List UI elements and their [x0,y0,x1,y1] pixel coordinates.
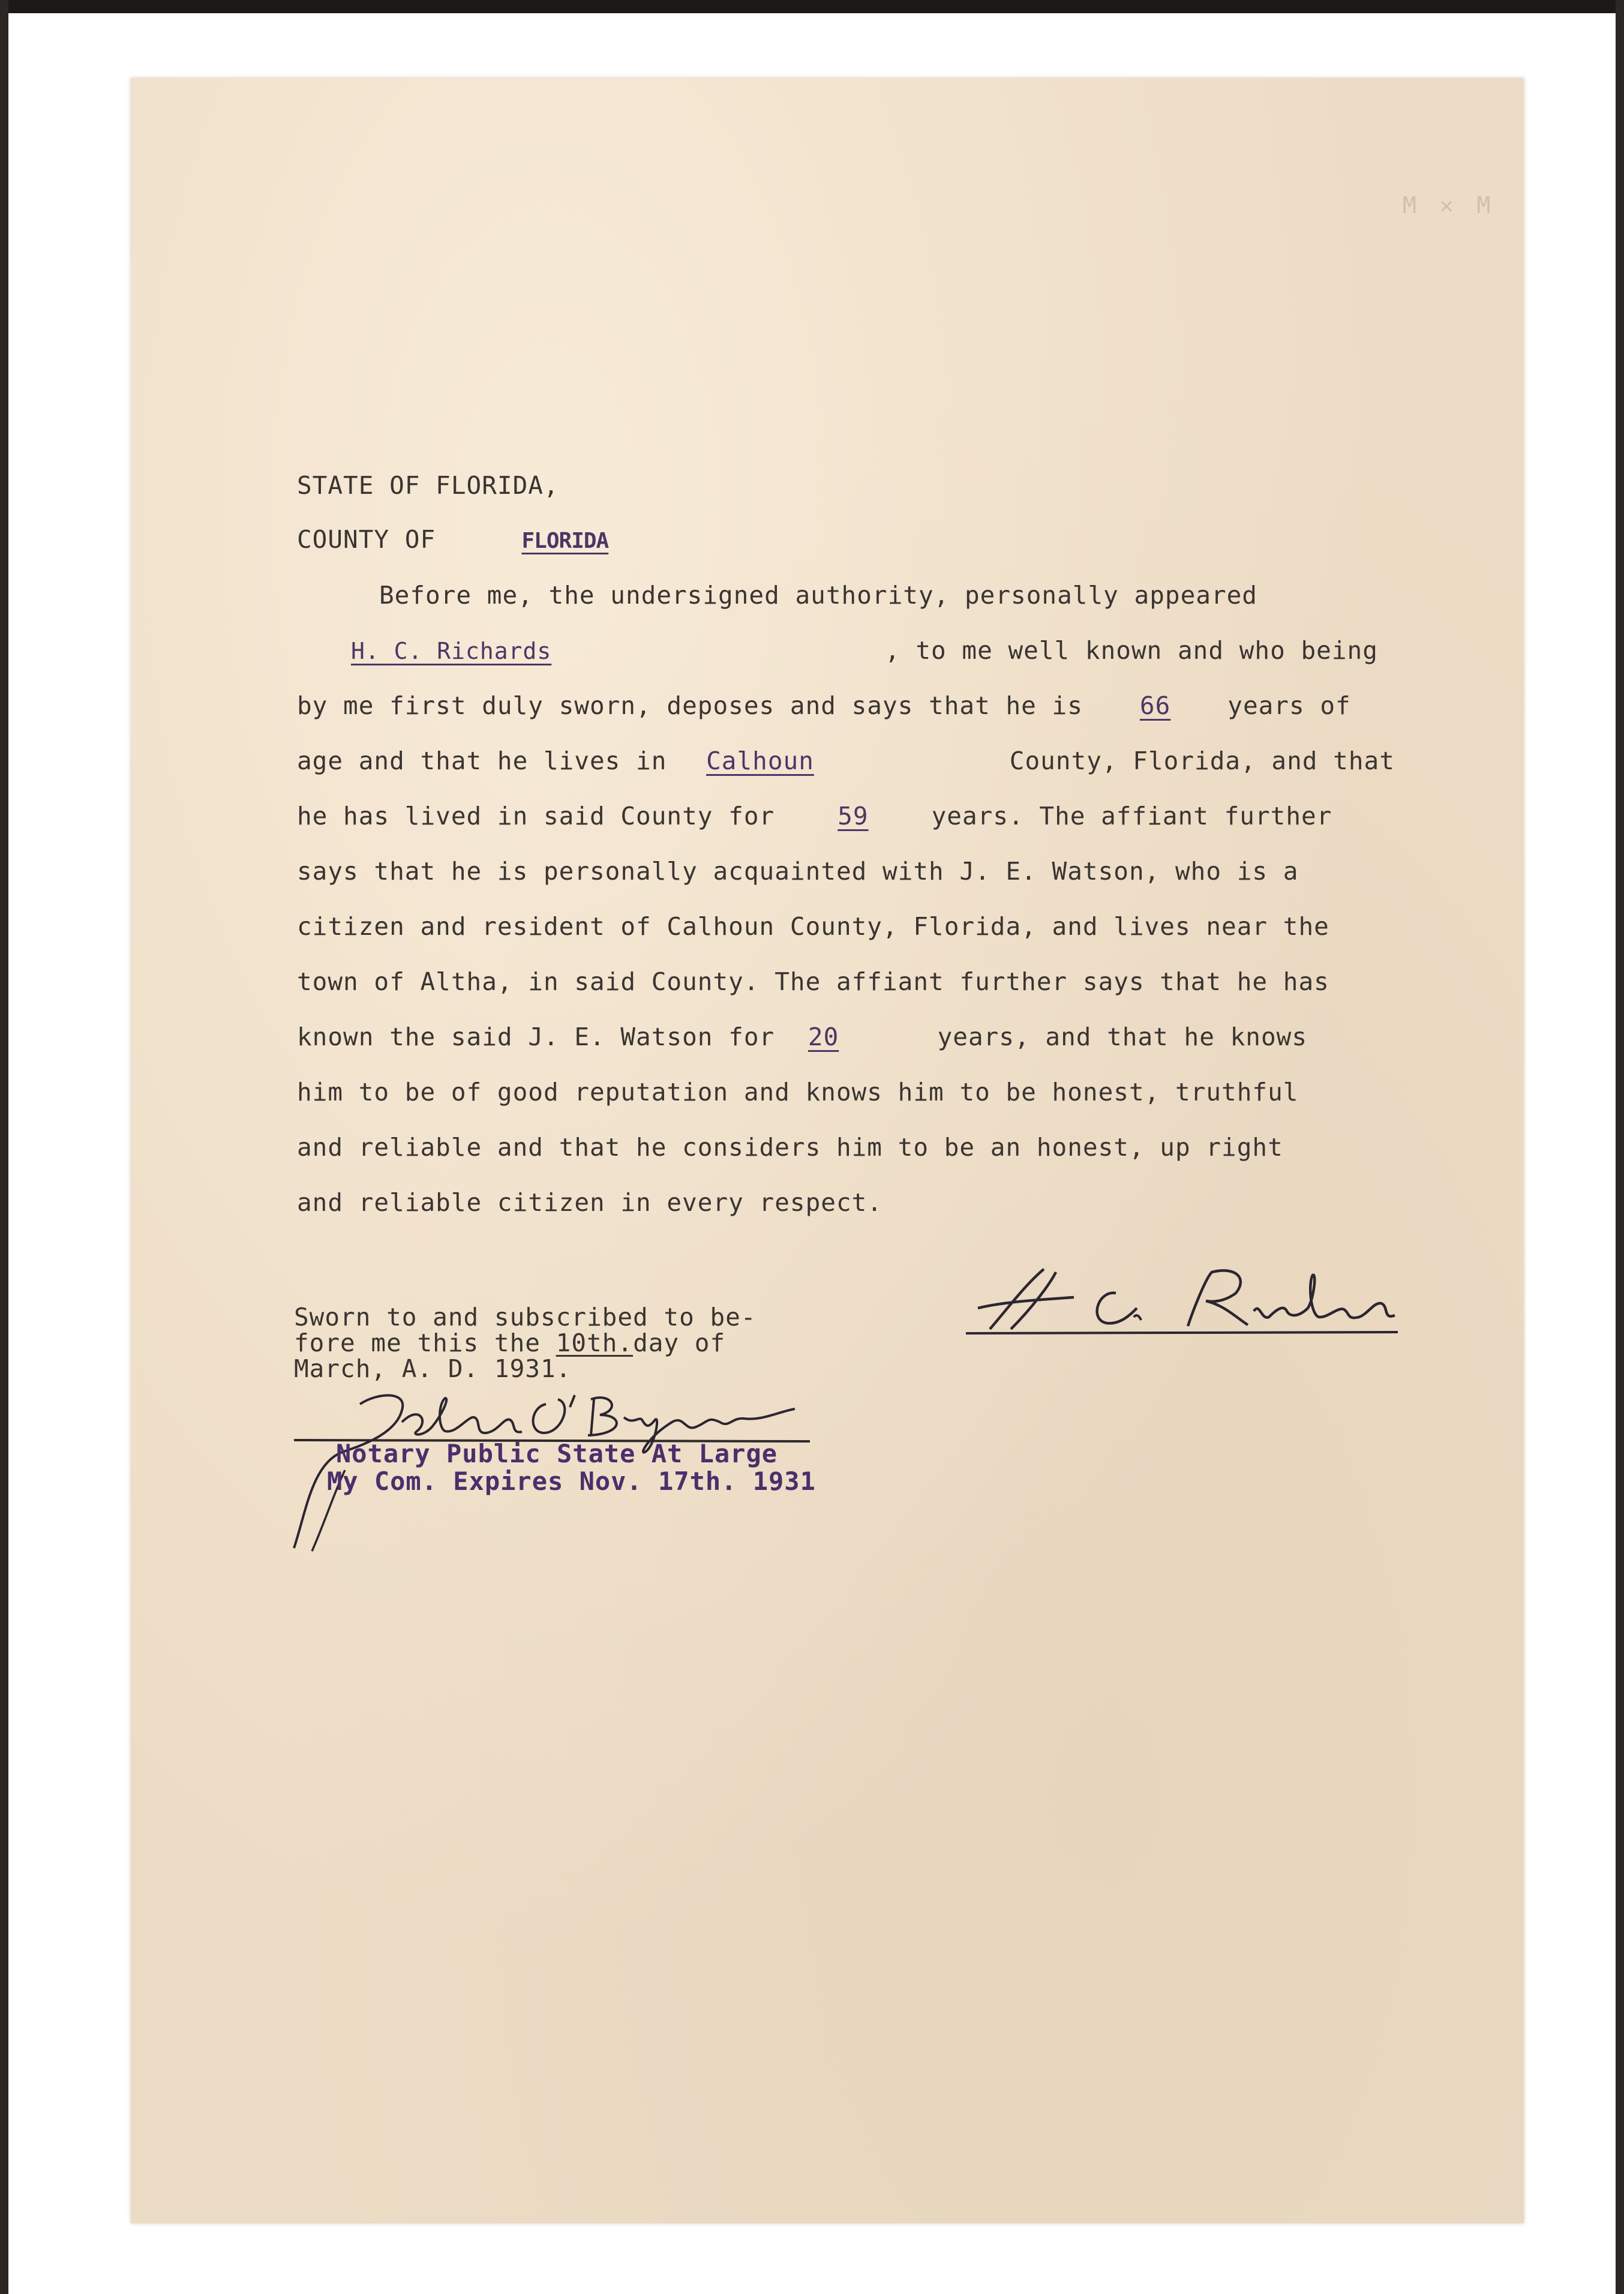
body-line-9 [297,1022,1307,1051]
body-line-3-a: by me first duly sworn, deposes and says that he is [297,691,1083,720]
county-heading [297,525,679,554]
scan-frame-top [0,0,1624,13]
body-line-11: and reliable and that he considers him to be an honest, up right [297,1133,1283,1162]
county-label: COUNTY OF [297,525,436,554]
body-line-8: town of Altha, in said County. The affiant further says that he has [297,967,1329,996]
jurat-line-3: March, A. D. 1931. [294,1354,572,1383]
years-in-county-field: 59 [837,802,869,830]
body-line-4 [297,746,1395,775]
body-line-2 [297,636,1378,665]
county-value: FLORIDA [521,529,609,553]
body-line-6: says that he is personally acquainted with J. E. Watson, who is a [297,857,1299,886]
body-line-3-b: years of [1227,691,1351,720]
age-field: 66 [1139,691,1171,720]
body-line-1: Before me, the undersigned authority, personally appeared [379,581,1257,610]
body-line-5 [297,802,1332,830]
years-known-field: 20 [808,1022,839,1051]
notary-stamp-line-1: Notary Public State At Large [336,1439,778,1468]
jurat-line-1: Sworn to and subscribed to be- [294,1303,757,1332]
body-line-7: citizen and resident of Calhoun County, Florida, and lives near the [297,912,1329,941]
affiant-name-field: H. C. Richards [351,638,552,664]
residence-county-field: Calhoun [706,746,814,775]
corner-mark: M ✕ M [1403,192,1496,218]
body-line-12: and reliable citizen in every respect. [297,1188,882,1217]
jurat-day: 10th. [556,1329,634,1357]
body-line-5-a: he has lived in said County for [297,802,775,830]
body-line-4-b: County, Florida, and that [1009,746,1395,775]
jurat-line-2-a: fore me this the [294,1329,541,1357]
scan-frame-left [0,0,8,2294]
notary-stamp-line-2: My Com. Expires Nov. 17th. 1931 [327,1467,816,1496]
body-line-2-rest: , to me well known and who being [885,636,1378,665]
body-line-3 [297,691,1351,720]
body-line-5-b: years. The affiant further [931,802,1332,830]
body-line-9-a: known the said J. E. Watson for [297,1022,775,1051]
jurat-line-2-b: day of [633,1329,726,1357]
body-line-10: him to be of good reputation and knows him to be honest, truthful [297,1078,1299,1106]
affiant-signature [954,1260,1410,1350]
jurat-line-2 [294,1331,725,1356]
scan-frame-right [1616,0,1624,2294]
body-line-9-b: years, and that he knows [937,1022,1308,1051]
body-line-4-a: age and that he lives in [297,746,667,775]
state-heading: STATE OF FLORIDA, [297,471,559,500]
